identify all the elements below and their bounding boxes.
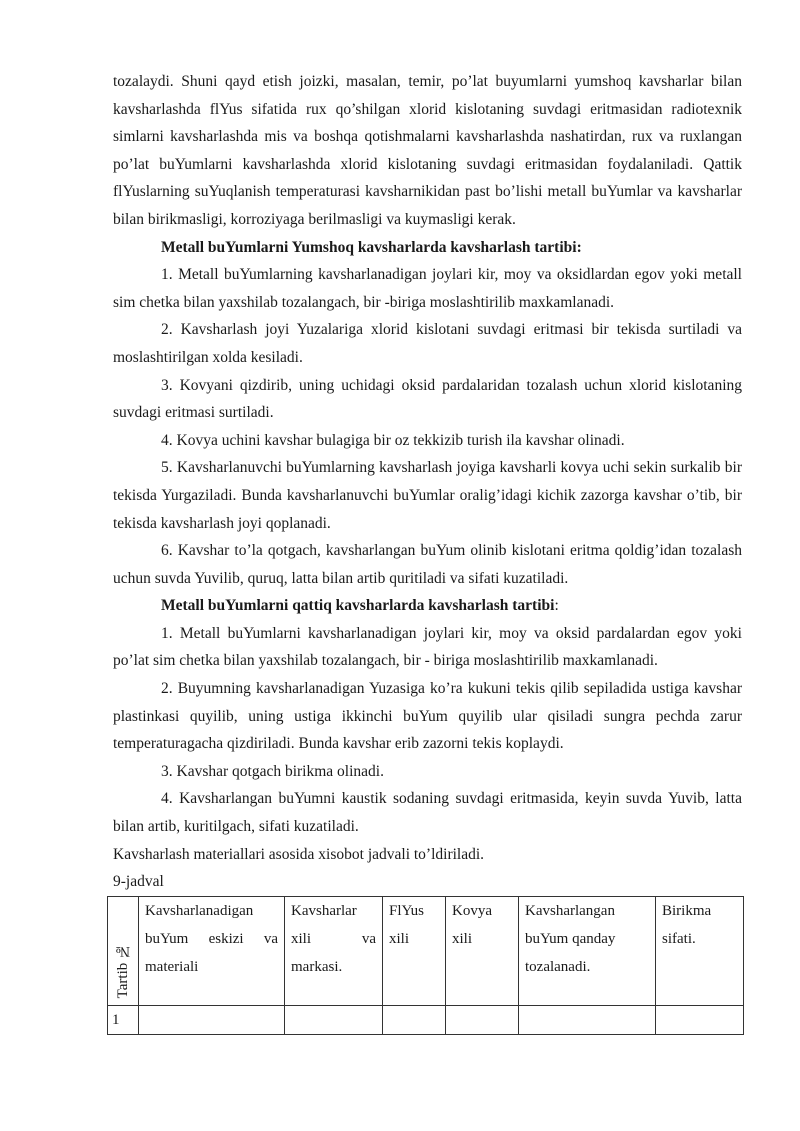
header-cleaning [519, 896, 656, 1005]
header-joint-quality-line1: Birikma [662, 902, 712, 919]
report-note: Kavsharlash materiallari asosida xisobot jadvali to’ldiriladi. [113, 845, 485, 863]
header-iron-type: Kovya xili [446, 896, 519, 1005]
paragraph-intro: tozalaydi. Shuni qayd etish joizki, masalan, temir, po’lat buyumlarni yumshoq kavsharlar bilan kavsharlashda flYus sifatida rux qo’shilgan xlorid kislotaning suvdagi eritmasidan radiotexnik simlarni kavsharlashda mis va boshqa qotishmalarni kavsharlashda nashatirdan, rux va ruxlangan po’lat buYumlarni kavsharlashda xlorid kislotaning suvdagi eritmasidan foydalaniladi. Qattik flYuslarning suYuqlanish temperaturasi kavsharnikidan past bo’lishi metall buYumlar va kavsharlar bilan birikmasligi, korroziyaga berilmasligi va kuymasligi kerak. [113, 73, 742, 228]
header-cleaning-line2: buYum qanday [525, 930, 616, 947]
report-table [107, 896, 744, 1035]
step-soft-3: 3. Kovyani qizdirib, uning uchidagi oksid pardalaridan tozalash uchun xlorid kislotaning suvdagi eritmasi surtiladi. [113, 376, 742, 422]
header-order-number [108, 896, 139, 1005]
step-soft-6: 6. Kavshar to’la qotgach, kavsharlangan buYum olinib kislotani eritma qoldig’idan tozalash uchun suvda Yuvilib, quruq, latta bilan artib quritiladi va sifati kuzatiladi. [113, 542, 742, 587]
step-soft-2: 2. Kavsharlash joyi Yuzalariga xlorid kislotani suvdagi eritmasi bir tekisda surtiladi va moslashtirilgan xolda kesiladi. [113, 321, 742, 366]
header-item-sketch-line2: buYum eskizi va [145, 930, 278, 947]
header-cleaning-line3: tozalanadi. [525, 958, 591, 975]
table-cell-empty[interactable] [383, 1005, 446, 1034]
header-item-sketch-line1: Kavsharlanadigan [145, 902, 254, 919]
step-soft-5: 5. Kavsharlanuvchi buYumlarning kavsharlash joyiga kavsharli kovya uchi sekin surkalib bir tekisda Yurgaziladi. Bunda kavsharlanuvchi buYumlar oralig’idagi kichik zazorga kavshar o’tib, bir tekisda kavsharlash joyi qoplanadi. [113, 459, 742, 532]
step-hard-4: 4. Kavsharlangan buYumni kaustik sodaning suvdagi eritmasida, keyin suvda Yuvib, latta bilan artib, kuritilgach, sifati kuzatiladi. [113, 790, 742, 836]
step-hard-2: 2. Buyumning kavsharlanadigan Yuzasiga ko’ra kukuni tekis qilib sepiladida ustiga kavshar plastinkasi quyilib, uning ustiga ikkinchi buYum quyilib ular qisiladi sungra pechda zarur temperaturagacha qizdiriladi. Bunda kavshar erib zazorni tekis koplaydi. [113, 680, 742, 753]
document-page [113, 68, 742, 1035]
step-hard-3: 3. Kavshar qotgach birikma olinadi. [161, 762, 384, 780]
heading-hard-soldering [161, 592, 742, 620]
step-soft-4: 4. Kovya uchini kavshar bulagiga bir oz tekkizib turish ila kavshar olinadi. [161, 431, 625, 449]
heading-hard-soldering-text: Metall buYumlarni qattiq kavsharlarda kavsharlash tartibi [161, 597, 555, 615]
table-cell-empty[interactable] [656, 1005, 744, 1034]
header-solder-type-line1: Kavsharlar [291, 902, 357, 919]
step-soft-1: 1. Metall buYumlarning kavsharlanadigan joylari kir, moy va oksidlardan egov yoki metall sim chetka bilan yaxshilab tozalangach, bir -biriga moslashtirilib maxkamlanadi. [113, 266, 742, 311]
table-number: 9-jadval [113, 873, 164, 891]
header-solder-type-line2: xili va [291, 930, 376, 947]
table-row [108, 1005, 744, 1034]
step-hard-1: 1. Metall buYumlarni kavsharlanadigan joylari kir, moy va oksid pardalardan egov yoki po’lat sim chetka bilan yaxshilab tozalangach, bir - biriga moslashtirilib maxkamlanadi. [113, 624, 742, 670]
header-solder-type-line3: markasi. [291, 958, 343, 975]
header-joint-quality [656, 896, 744, 1005]
header-item-sketch-line3: materiali [145, 958, 199, 975]
header-solder-type [285, 896, 383, 1005]
table-cell-empty[interactable] [285, 1005, 383, 1034]
header-item-sketch [139, 896, 285, 1005]
header-flux-type: FlYus xili [383, 896, 446, 1005]
table-cell-empty[interactable] [139, 1005, 285, 1034]
heading-soft-soldering: Metall buYumlarni Yumshoq kavsharlarda kavsharlash tartibi: [161, 238, 582, 256]
header-order-number-label: Tartib № [115, 943, 131, 999]
table-cell-empty[interactable] [446, 1005, 519, 1034]
heading-hard-soldering-colon: : [554, 597, 559, 615]
table-cell-empty[interactable] [519, 1005, 656, 1034]
row-number-cell: 1 [108, 1005, 139, 1034]
header-joint-quality-line2: sifati. [662, 930, 696, 947]
header-cleaning-line1: Kavsharlangan [525, 902, 615, 919]
table-header-row [108, 896, 744, 1005]
